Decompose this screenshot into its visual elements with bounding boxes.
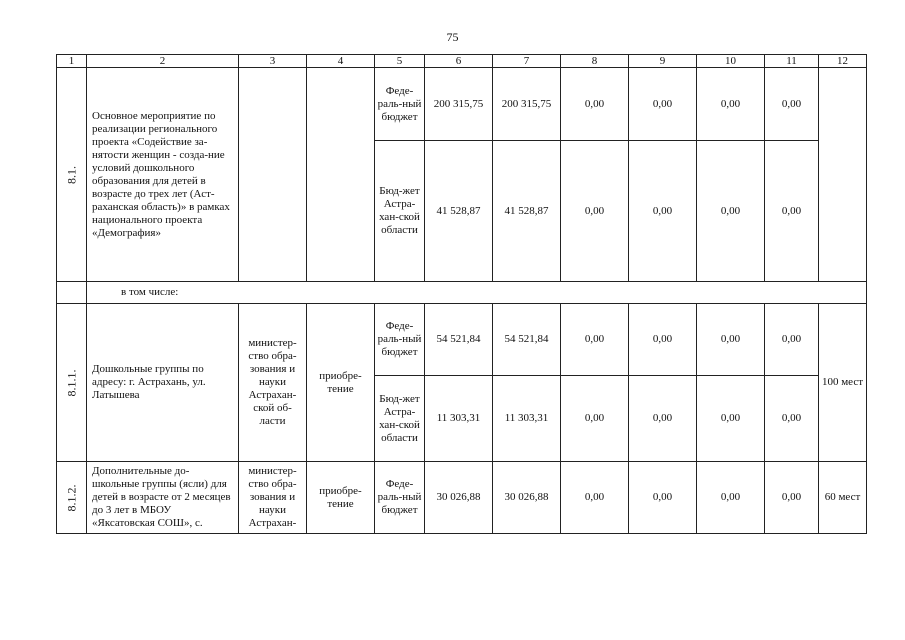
value-cell: 41 528,87: [425, 141, 493, 282]
measure-name-cell: Дошкольные группы по адресу: г. Астрахань, ул. Латышева: [87, 304, 239, 462]
executor-cell: [239, 68, 307, 282]
value-cell: 11 303,31: [493, 376, 561, 462]
result-cell: 60 мест: [819, 462, 867, 534]
value-cell: 0,00: [561, 376, 629, 462]
value-cell: 0,00: [765, 376, 819, 462]
value-cell: 0,00: [697, 304, 765, 376]
table-row: [57, 304, 867, 376]
row-code: 8.1.2.: [64, 484, 78, 511]
header-cell: 7: [493, 55, 561, 68]
value-cell: 11 303,31: [425, 376, 493, 462]
value-cell: 0,00: [697, 462, 765, 534]
header-cell: 2: [87, 55, 239, 68]
header-cell: 10: [697, 55, 765, 68]
value-cell: 0,00: [561, 462, 629, 534]
funding-source-cell: Бюд-жет Астра-хан-ской области: [375, 376, 425, 462]
including-label: в том числе:: [87, 282, 867, 304]
result-cell: 100 мест: [819, 304, 867, 462]
value-cell: 0,00: [765, 304, 819, 376]
table-row: [57, 68, 867, 141]
funding-source-cell: Феде-раль-ный бюджет: [375, 68, 425, 141]
header-cell: 3: [239, 55, 307, 68]
empty-cell: [57, 282, 87, 304]
value-cell: 200 315,75: [493, 68, 561, 141]
value-cell: 54 521,84: [425, 304, 493, 376]
header-cell: 1: [57, 55, 87, 68]
value-cell: 0,00: [765, 141, 819, 282]
header-cell: 9: [629, 55, 697, 68]
action-cell: приобре-тение: [307, 304, 375, 462]
value-cell: 54 521,84: [493, 304, 561, 376]
funding-source-cell: Бюд-жет Астра-хан-ской области: [375, 141, 425, 282]
measure-name-cell: Дополнительные до-школьные группы (ясли) для детей в возрасте от 2 месяцев до 3 лет в МБОУ «Яксатовская СОШ», с.: [87, 462, 239, 534]
header-cell: 12: [819, 55, 867, 68]
value-cell: 30 026,88: [493, 462, 561, 534]
action-cell: приобре-тение: [307, 462, 375, 534]
funding-source-cell: Феде-раль-ный бюджет: [375, 304, 425, 376]
header-cell: 6: [425, 55, 493, 68]
value-cell: 0,00: [629, 141, 697, 282]
row-code: 8.1.1.: [64, 369, 78, 396]
funding-source-cell: Феде-раль-ный бюджет: [375, 462, 425, 534]
value-cell: 0,00: [697, 68, 765, 141]
value-cell: 0,00: [765, 68, 819, 141]
action-cell: [307, 68, 375, 282]
value-cell: 0,00: [697, 141, 765, 282]
row-code-cell: [57, 68, 87, 282]
budget-table: [56, 54, 867, 534]
row-code-cell: [57, 304, 87, 462]
value-cell: 0,00: [561, 141, 629, 282]
value-cell: 0,00: [561, 304, 629, 376]
value-cell: 0,00: [629, 462, 697, 534]
value-cell: 30 026,88: [425, 462, 493, 534]
value-cell: 0,00: [765, 462, 819, 534]
header-cell: 8: [561, 55, 629, 68]
header-cell: 11: [765, 55, 819, 68]
page-number: 75: [446, 30, 459, 44]
value-cell: 41 528,87: [493, 141, 561, 282]
value-cell: 0,00: [561, 68, 629, 141]
measure-name-cell: Основное мероприятие по реализации регионального проекта «Содействие за-нятости женщин - созда-ние условий дошкольного образования для детей в возрасте до трех лет (Аст-раханская область)» в рамках национального проекта «Демография»: [87, 68, 239, 282]
header-cell: 4: [307, 55, 375, 68]
header-row: [57, 55, 867, 68]
value-cell: 200 315,75: [425, 68, 493, 141]
value-cell: 0,00: [629, 304, 697, 376]
value-cell: 0,00: [697, 376, 765, 462]
result-cell: [819, 68, 867, 282]
executor-cell: министер-ство обра-зования и науки Астрахан-ской об-ласти: [239, 304, 307, 462]
header-cell: 5: [375, 55, 425, 68]
table-row: [57, 462, 867, 534]
table-row: [57, 282, 867, 304]
executor-cell: министер-ство обра-зования и науки Астрахан-: [239, 462, 307, 534]
value-cell: 0,00: [629, 376, 697, 462]
row-code: 8.1.: [64, 165, 78, 184]
row-code-cell: [57, 462, 87, 534]
value-cell: 0,00: [629, 68, 697, 141]
